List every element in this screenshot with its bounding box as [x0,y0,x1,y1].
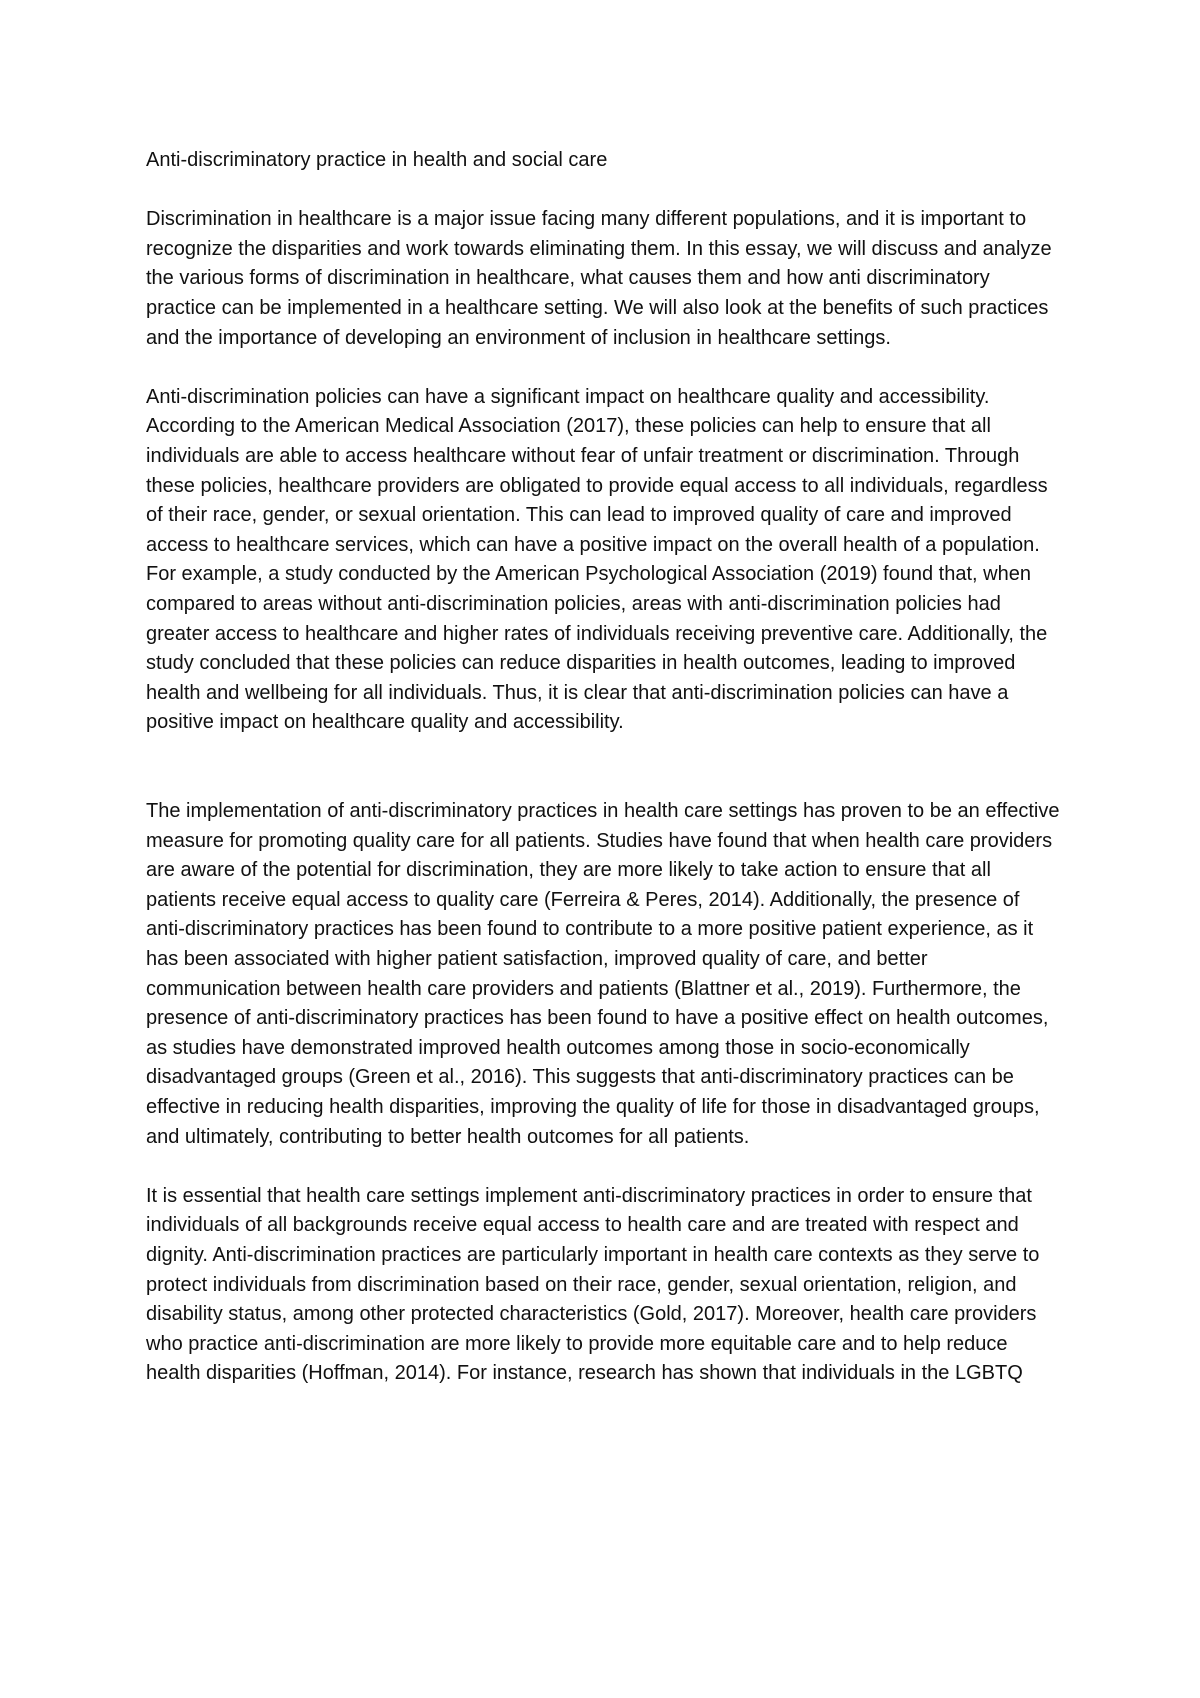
paragraph-implementation: The implementation of anti-discriminatory practices in health care settings has proven to be an effective measure for promoting quality care for all patients. Studies have found that when health care providers are aware of the potential for discrimination, they are more likely to take action to ensure that all patients receive equal access to quality care (Ferreira & Peres, 2014). Additionally, the presence of anti-discriminatory practices has been found to contribute to a more positive patient experience, as it has been associated with higher patient satisfaction, improved quality of care, and better communication between health care providers and patients (Blattner et al., 2019). Furthermore, the presence of anti-discriminatory practices has been found to have a positive effect on health outcomes, as studies have demonstrated improved health outcomes among those in socio-economically disadvantaged groups (Green et al., 2016). This suggests that anti-discriminatory practices can be effective in reducing health disparities, improving the quality of life for those in disadvantaged groups, and ultimately, contributing to better health outcomes for all patients. [146,800,1060,1148]
paragraph-introduction: Discrimination in healthcare is a major issue facing many different populations, and it is important to recognize the disparities and work towards eliminating them. In this essay, we will discuss and analyze the various forms of discrimination in healthcare, what causes them and how anti discriminatory practice can be implemented in a healthcare setting. We will also look at the benefits of such practices and the importance of developing an environment of inclusion in healthcare settings. [146,208,1052,349]
document-title: Anti-discriminatory practice in health and social care [146,149,608,171]
paragraph-policies-impact: Anti-discrimination policies can have a significant impact on healthcare quality and accessibility. According to the American Medical Association (2017), these policies can help to ensure that all individuals are able to access healthcare without fear of unfair treatment or discrimination. Through these policies, healthcare providers are obligated to provide equal access to all individuals, regardless of their race, gender, or sexual orientation. This can lead to improved quality of care and improved access to healthcare services, which can have a positive impact on the overall health of a population. For example, a study conducted by the American Psychological Association (2019) found that, when compared to areas without anti-discrimination policies, areas with anti-discrimination policies had greater access to healthcare and higher rates of individuals receiving preventive care. Additionally, the study concluded that these policies can reduce disparities in health outcomes, leading to improved health and wellbeing for all individuals. Thus, it is clear that anti-discrimination policies can have a positive impact on healthcare quality and accessibility. [146,385,1048,734]
paragraph-essential-practices: It is essential that health care settings implement anti-discriminatory practices in order to ensure that individuals of all backgrounds receive equal access to health care and are treated with respect and dignity. Anti-discrimination practices are particularly important in health care contexts as they serve to protect individuals from discrimination based on their race, gender, sexual orientation, religion, and disability status, among other protected characteristics (Gold, 2017). Moreover, health care providers who practice anti-discrimination are more likely to provide more equitable care and to help reduce health disparities (Hoffman, 2014). For instance, research has shown that individuals in the LGBTQ [146,1184,1040,1385]
